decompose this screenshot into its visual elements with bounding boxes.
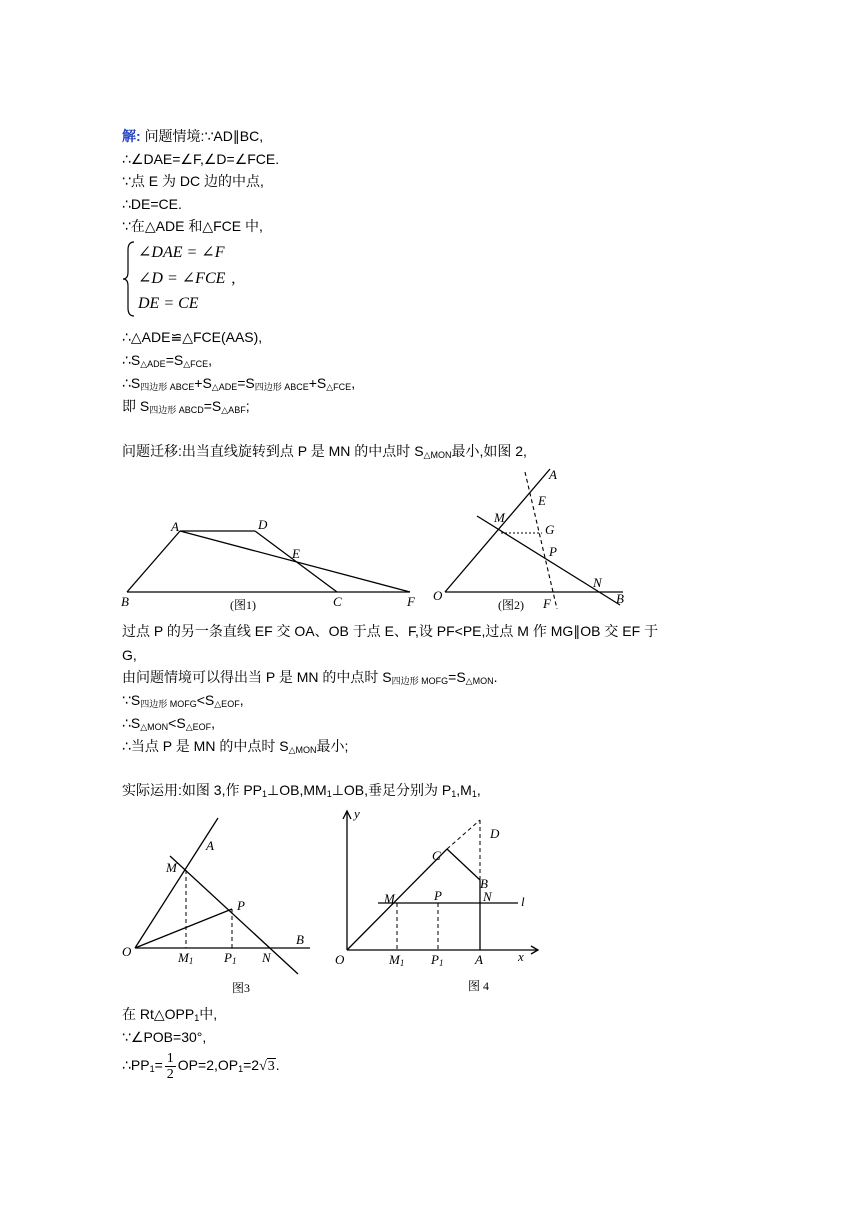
- t: 1: [438, 958, 444, 968]
- sol-line-8: [122, 374, 355, 396]
- fig3-label-A: A: [206, 838, 214, 853]
- brace: [122, 240, 136, 318]
- t: 1: [451, 789, 457, 799]
- t: 1: [399, 958, 405, 968]
- sol-line-7: [122, 351, 212, 373]
- t: 即 S: [122, 398, 150, 414]
- sol-line-20: [122, 1049, 280, 1085]
- t: ∴PP: [122, 1057, 150, 1073]
- t: 1: [231, 956, 237, 966]
- t: 问题迁移:出当直线旋转到点 P 是 MN 的中点时 S: [122, 443, 424, 459]
- fig4-label-C: C: [432, 848, 441, 863]
- sol-line-2: ∴∠DAE=∠F,∠D=∠FCE.: [122, 151, 280, 167]
- t: ,: [239, 692, 244, 708]
- t: <S: [196, 692, 215, 708]
- t: △FCE: [183, 359, 209, 369]
- figure-2: [425, 462, 640, 614]
- fig4-label-D: D: [490, 826, 500, 841]
- t: △ABF: [221, 405, 246, 415]
- figure-4: [325, 806, 550, 996]
- t: .: [493, 669, 498, 685]
- eq-row-2-text: ∠D = ∠FCE: [138, 270, 226, 287]
- sol-line-9: [122, 397, 250, 419]
- eq-row-1: ∠DAE = ∠F: [138, 244, 225, 261]
- fig1-label-B: B: [121, 594, 129, 609]
- t: 四边形 ABCE: [140, 382, 195, 392]
- fig2-label-B: B: [616, 591, 624, 606]
- fig4-label-P1: [430, 952, 443, 968]
- t: ∴S: [122, 375, 141, 391]
- fig1-label-F: F: [407, 594, 415, 609]
- sol-text-1: 问题情境:∵AD∥BC,: [144, 128, 264, 144]
- fig4-label-M1: [388, 952, 404, 968]
- t: △MON: [465, 676, 494, 686]
- t: △MON: [423, 450, 452, 460]
- fig1-label-E: E: [292, 546, 300, 561]
- fig4-label-B: B: [480, 876, 488, 891]
- t: <S: [168, 715, 186, 731]
- t: ;: [245, 398, 250, 414]
- sol-line-17: [122, 781, 481, 803]
- t: 1: [471, 789, 477, 799]
- t: ∵S: [122, 692, 141, 708]
- t: 四边形 ABCE: [254, 382, 309, 392]
- t: =2: [243, 1057, 260, 1073]
- fig2-label-G: G: [545, 522, 555, 537]
- fig4-label-P: P: [434, 888, 442, 903]
- fig3-label-B: B: [296, 932, 304, 947]
- fig2-label-M: M: [494, 510, 505, 525]
- t: +S: [194, 375, 212, 391]
- fig4-label-x: x: [518, 949, 524, 964]
- fig4-label-l: l: [521, 894, 525, 909]
- t: 四边形 MOFG: [140, 699, 197, 709]
- t: ,: [208, 352, 213, 368]
- t: 1: [238, 1064, 244, 1074]
- t: .: [275, 1057, 280, 1073]
- t: ∴当点 P 是 MN 的中点时 S: [122, 738, 289, 754]
- fig2-label-N: N: [593, 575, 602, 590]
- fig3-label-N: N: [262, 950, 271, 965]
- t: 1: [188, 956, 194, 966]
- fig2-label-A: A: [549, 467, 557, 482]
- t: ,: [476, 782, 481, 798]
- fraction-denominator: 2: [166, 1066, 174, 1082]
- t: 由问题情境可以得出当 P 是 MN 的中点时 S: [122, 669, 392, 685]
- sol-line-18: [122, 1005, 217, 1027]
- sol-line-11: 过点 P 的另一条直线 EF 交 OA、OB 于点 E、F,设 PF<PE,过点 M 作 MG∥OB 交 EF 于: [122, 623, 659, 639]
- t: △MON: [288, 745, 317, 755]
- t: △EOF: [214, 699, 240, 709]
- t: ⊥OB,MM: [267, 782, 327, 798]
- fig4-label-N: N: [483, 889, 492, 904]
- t: 1: [149, 1064, 155, 1074]
- t: 最小,如图 2,: [451, 443, 527, 459]
- equation-system: [122, 240, 282, 318]
- fig3-label-O: O: [122, 944, 132, 959]
- fig3-label-P1: [223, 950, 236, 966]
- fig2-label-E: E: [538, 493, 546, 508]
- sol-line-15: [122, 714, 215, 736]
- sol-line-4: ∴DE=CE.: [122, 196, 182, 212]
- fig2-label-O: O: [433, 588, 443, 603]
- t: 1: [262, 789, 268, 799]
- t: +S: [308, 375, 327, 391]
- fig1-label-A: A: [171, 519, 179, 534]
- t: P: [431, 952, 439, 967]
- sol-line-5: ∵在△ADE 和△FCE 中,: [122, 218, 263, 234]
- fig4-label-O: O: [335, 952, 345, 967]
- fig1-caption: (图1): [230, 598, 256, 612]
- t: =: [154, 1057, 163, 1073]
- fig4-label-A: A: [475, 952, 483, 967]
- fig3-label-P: P: [237, 898, 245, 913]
- sol-line-1: [122, 127, 263, 145]
- t: =S: [203, 398, 222, 414]
- t: P: [224, 950, 232, 965]
- t: 四边形 ABCD: [149, 405, 204, 415]
- sol-line-14: [122, 691, 244, 713]
- sol-line-3: ∵点 E 为 DC 边的中点,: [122, 173, 264, 189]
- t: M: [389, 952, 400, 967]
- t: OP=2,OP: [177, 1057, 239, 1073]
- fig2-label-F: F: [543, 596, 551, 611]
- solution-label: 解:: [122, 128, 141, 144]
- sqrt-three: √3: [259, 1059, 275, 1074]
- sol-line-16: [122, 737, 348, 759]
- t: =S: [165, 352, 184, 368]
- t: △EOF: [185, 722, 212, 732]
- sol-line-13: [122, 668, 497, 690]
- t: =S: [448, 669, 466, 685]
- fig4-caption: 图 4: [468, 979, 490, 993]
- fig4-label-M: M: [384, 891, 395, 906]
- t: 中,: [199, 1006, 218, 1022]
- t: ,: [211, 715, 216, 731]
- t: 四边形 MOFG: [391, 676, 449, 686]
- figure-3: [120, 812, 320, 1002]
- t: 实际运用:如图 3,作 PP: [122, 782, 263, 798]
- t: △FCE: [326, 382, 352, 392]
- eq-row-2-comma: ,: [231, 270, 236, 287]
- sol-line-6: ∴△ADE≌△FCE(AAS),: [122, 329, 263, 345]
- eq-row-3: DE = CE: [138, 295, 199, 312]
- t: ∴S: [122, 715, 141, 731]
- t: △ADE: [140, 359, 166, 369]
- t: 最小;: [316, 738, 349, 754]
- fig2-caption: (图2): [498, 598, 524, 612]
- figure-1: [115, 510, 425, 615]
- fraction-one-half: [165, 1051, 176, 1082]
- t: △ADE: [211, 382, 238, 392]
- t: ∴S: [122, 352, 141, 368]
- t: 在 Rt△OPP: [122, 1006, 195, 1022]
- radicand: 3: [267, 1059, 275, 1074]
- sol-line-12: G,: [122, 647, 137, 663]
- t: 1: [326, 789, 332, 799]
- eq-row-2: [138, 268, 235, 288]
- fig2-label-P: P: [549, 544, 557, 559]
- fig3-label-M1: [177, 950, 193, 966]
- t: △MON: [140, 722, 169, 732]
- sol-line-10: [122, 442, 527, 464]
- t: 1: [194, 1013, 200, 1023]
- fig3-label-M: M: [166, 860, 177, 875]
- fraction-numerator: 1: [166, 1050, 174, 1066]
- fig4-label-y: y: [354, 806, 360, 821]
- t: ,: [351, 375, 356, 391]
- fig1-label-D: D: [258, 517, 268, 532]
- t: ⊥OB,垂足分别为 P: [331, 782, 452, 798]
- t: ,M: [456, 782, 472, 798]
- fig3-caption: 图3: [232, 981, 251, 995]
- t: M: [178, 950, 189, 965]
- t: =S: [237, 375, 255, 391]
- sol-line-19: ∵∠POB=30°,: [122, 1029, 207, 1045]
- fig1-label-C: C: [333, 594, 342, 609]
